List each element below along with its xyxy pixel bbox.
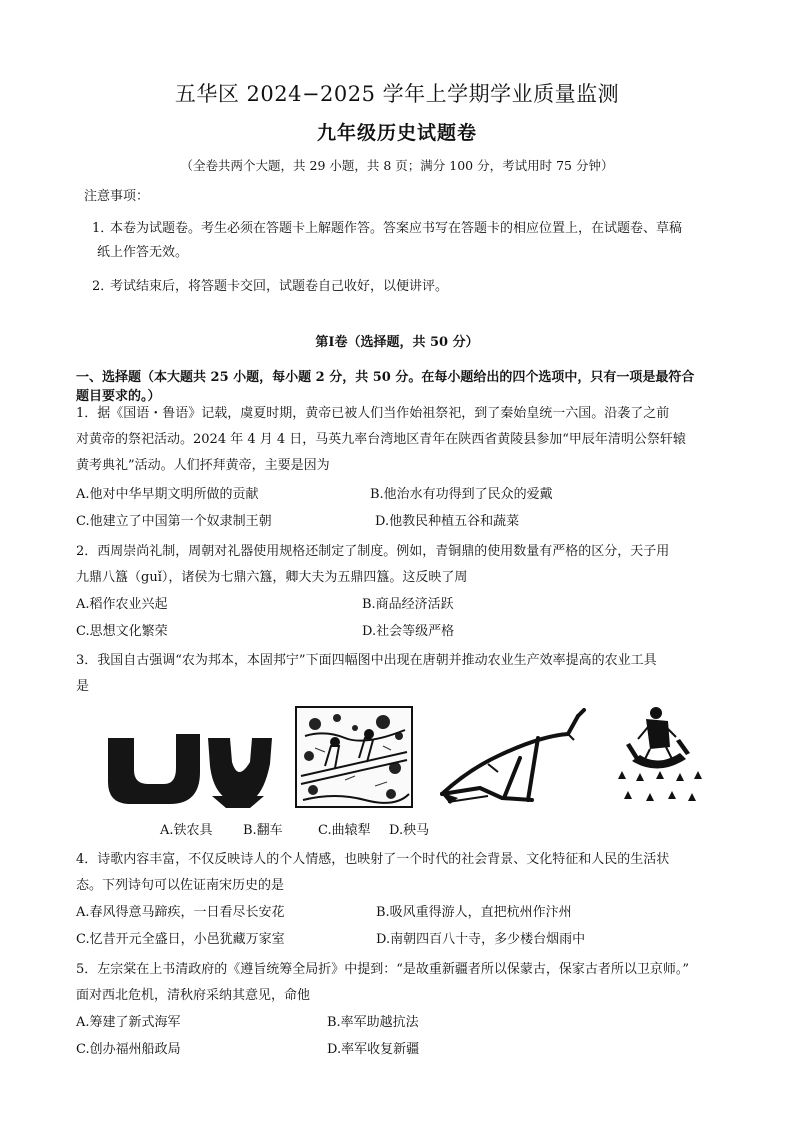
- q1-option-c: C.他建立了中国第一个奴隶制王朝: [76, 514, 272, 529]
- q1-option-d: D.他教民种植五谷和蔬菜: [375, 514, 520, 529]
- q3-label-b: B.翻车: [243, 823, 283, 838]
- q3-stem-line2: 是: [76, 679, 90, 694]
- q4-option-a: A.春风得意马蹄疾，一日看尽长安花: [76, 905, 285, 920]
- part-title-line2: 题目要求的。）: [76, 389, 161, 404]
- iron-tools-image: [100, 700, 280, 815]
- q4-stem-line1: 4．诗歌内容丰富，不仅反映诗人的个人情感，也映射了一个时代的社会背景、文化特征和人民的生活状: [76, 852, 670, 867]
- turnover-wheel-image: [295, 706, 413, 808]
- part-title-line1: 一、选择题（本大题共 25 小题，每小题 2 分，共 50 分。在每小题给出的四个选项中，只有一项是最符合: [76, 370, 695, 385]
- q3-label-c: C.曲辕犁: [318, 823, 371, 838]
- notes-heading: 注意事项：: [84, 189, 150, 204]
- note-1-num: 1．: [92, 221, 114, 236]
- q2-option-c: C.思想文化繁荣: [76, 624, 168, 639]
- q4-stem-line2: 态。下列诗句可以佐证南宋历史的是: [76, 878, 285, 893]
- q5-option-d: D.率军收复新疆: [327, 1042, 420, 1057]
- q2-stem-line2: 九鼎八簋（guǐ），诸侯为七鼎六簋，卿大夫为五鼎四簋。这反映了周: [76, 570, 468, 585]
- q3-stem-line1: 3．我国自古强调“农为邦本，本固邦宁”下面四幅图中出现在唐朝并推动农业生产效率提高的农业工具: [76, 653, 657, 668]
- q5-option-c: C.创办福州船政局: [76, 1042, 181, 1057]
- q4-option-d: D.南朝四百八十寺，多少楼台烟雨中: [376, 932, 586, 947]
- exam-meta: （全卷共两个大题，共 29 小题，共 8 页；满分 100 分，考试用时 75 分钟）: [180, 158, 614, 173]
- q2-option-b: B.商品经济活跃: [362, 597, 454, 612]
- q5-stem-line1: 5．左宗棠在上书清政府的《遵旨统筹全局折》中提到：“是故重新疆者所以保蒙古，保家古者所以卫京师。”: [76, 962, 690, 977]
- q4-option-b: B.吸风重得游人，直把杭州作汴州: [376, 905, 572, 920]
- q4-option-c: C.忆昔开元全盛日，小邑犹藏万家室: [76, 932, 285, 947]
- q1-option-b: B.他治水有功得到了民众的爱戴: [370, 487, 553, 502]
- exam-title: 五华区 2024−2025 学年上学期学业质量监测: [174, 82, 620, 106]
- exam-subtitle: 九年级历史试题卷: [316, 122, 477, 144]
- q1-stem-line3: 黄考典礼”活动。人们抔拜黄帝，主要是因为: [76, 458, 330, 473]
- q5-option-b: B.率军助越抗法: [327, 1015, 419, 1030]
- q3-label-a: A.铁农具: [160, 823, 213, 838]
- q2-option-d: D.社会等级严格: [362, 624, 455, 639]
- q5-option-a: A.筹建了新式海军: [76, 1015, 181, 1030]
- note-2-line1: 考试结束后，将答题卡交回，试题卷自己收好，以便讲评。: [110, 279, 449, 294]
- note-1-line1: 本卷为试题卷。考生必须在答题卡上解题作答。答案应书写在答题卡的相应位置上，在试题卷、草稿: [110, 221, 683, 236]
- q5-stem-line2: 面对西北危机，清秋府采纳其意见，命他: [76, 988, 311, 1003]
- q1-stem-line2: 对黄帝的祭祀活动。2024 年 4 月 4 日，马英九率台湾地区青年在陕西省黄陵县参加“甲辰年清明公祭轩辕: [76, 432, 686, 447]
- section-heading: 第Ⅰ卷（选择题，共 50 分）: [315, 335, 479, 350]
- q1-stem-line1: 1．据《国语・鲁语》记载，虞夏时期，黄帝已被人们当作始祖祭祀，到了秦始皇统一六国。沿袭了之前: [76, 406, 670, 421]
- note-1-line2: 纸上作答无效。: [97, 245, 189, 260]
- q2-stem-line1: 2．西周崇尚礼制，周朝对礼器使用规格还制定了制度。例如，青铜鼎的使用数量有严格的区分，天子用: [76, 544, 670, 559]
- q1-option-a: A.他对中华早期文明所做的贡献: [76, 487, 259, 502]
- rice-horse-image: [610, 703, 706, 811]
- q3-label-d: D.秧马: [389, 823, 430, 838]
- curved-plow-image: [428, 706, 598, 810]
- q2-option-a: A.稻作农业兴起: [76, 597, 168, 612]
- note-2-num: 2．: [92, 279, 114, 294]
